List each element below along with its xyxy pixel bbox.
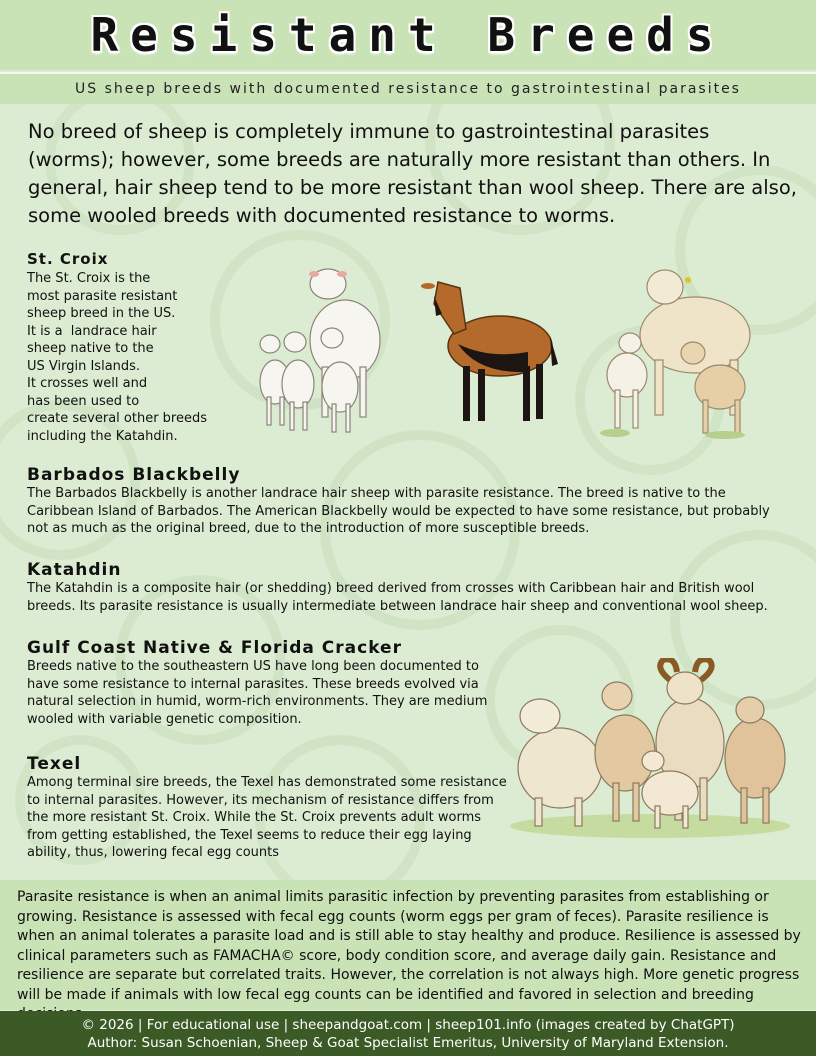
breed-description: Breeds native to the southeastern US have long been documented to have some resistance to internal parasites. These breeds evolved via natural selection in humid, worm-rich environments. They are medium wooled with variable genetic composition. [27, 659, 488, 727]
title-banner [0, 0, 816, 70]
breed-name: Gulf Coast Native & Florida Cracker [27, 638, 402, 658]
breed-gulf-coast-florida-cracker [27, 638, 497, 728]
subtitle-banner [0, 72, 816, 104]
footer-copyright: © 2026 | For educational use | sheepandgoat.com | sheep101.info (images created by ChatGPT) [81, 1017, 735, 1033]
breed-name: St. Croix [27, 250, 109, 268]
blackbelly-ram-illustration [418, 274, 563, 429]
breed-katahdin [27, 560, 787, 615]
breed-st-croix [27, 250, 227, 445]
breed-description: Among terminal sire breeds, the Texel has demonstrated some resistance to internal parasites. However, its mechanism of resistance differs from the more resistant St. Croix. While the St. Croix prevents adult worms from getting established, the Texel seems to reduce their egg laying ability, thus, lowering fecal egg counts [27, 775, 507, 860]
breed-description: The Katahdin is a composite hair (or shedding) breed derived from crosses with Caribbean hair and British wool breeds. Its parasite resistance is usually intermediate between landrace hair sheep and conventional wool sheep. [27, 581, 768, 614]
st-croix-flock-illustration [240, 262, 390, 437]
katahdin-ewe-lambs-illustration [595, 265, 760, 440]
breed-name: Katahdin [27, 560, 122, 580]
page-title: Resistant Breeds [90, 8, 726, 62]
breed-texel [27, 754, 507, 862]
breed-name: Texel [27, 754, 82, 774]
definition-paragraph: Parasite resistance is when an animal limits parasitic infection by preventing parasites from establishing or growing. Resistance is assessed with fecal egg counts (worm eggs per gram of feces). Parasite resilience is when an animal tolerates a parasite load and is still able to stay healthy and produce. Resilience is assessed by clinical parameters such as FAMACHA© score, body condition score, and average daily gain. Resistance and resilience are separate but correlated traits. However, the correlation is not always high. More genetic progress will be made if animals with low fecal egg counts can be identified and favored in selection and breeding [17, 889, 801, 1003]
breed-description: The St. Croix is the most parasite resistant sheep breed in the US. It is a landrace hair sheep native to the US Virgin Islands. It crosses well and has been used to create several other breeds including the Katahdin. [27, 271, 208, 444]
breed-name: Barbados Blackbelly [27, 465, 241, 485]
footer [0, 1011, 816, 1056]
native-sheep-flock-illustration [505, 658, 795, 843]
breed-barbados-blackbelly [27, 465, 787, 538]
breed-description: The Barbados Blackbelly is another landrace hair sheep with parasite resistance. The breed is native to the Caribbean Island of Barbados. The American Blackbelly would be expected to have some resistance, but probably not as much as the original breed, due to the introduction of more susceptible breeds. [27, 486, 770, 536]
intro-paragraph: No breed of sheep is completely immune to gastrointestinal parasites (worms); however, some breeds are naturally more resistant than others. In general, hair sheep tend to be more resistant than wool sheep. There are also, some wooled breeds with documented resistance to worms. [28, 120, 797, 227]
page-subtitle: US sheep breeds with documented resistance to gastrointestinal parasites [75, 81, 741, 97]
footer-author: Author: Susan Schoenian, Sheep & Goat Specialist Emeritus, University of Maryland Extension. [87, 1035, 729, 1051]
